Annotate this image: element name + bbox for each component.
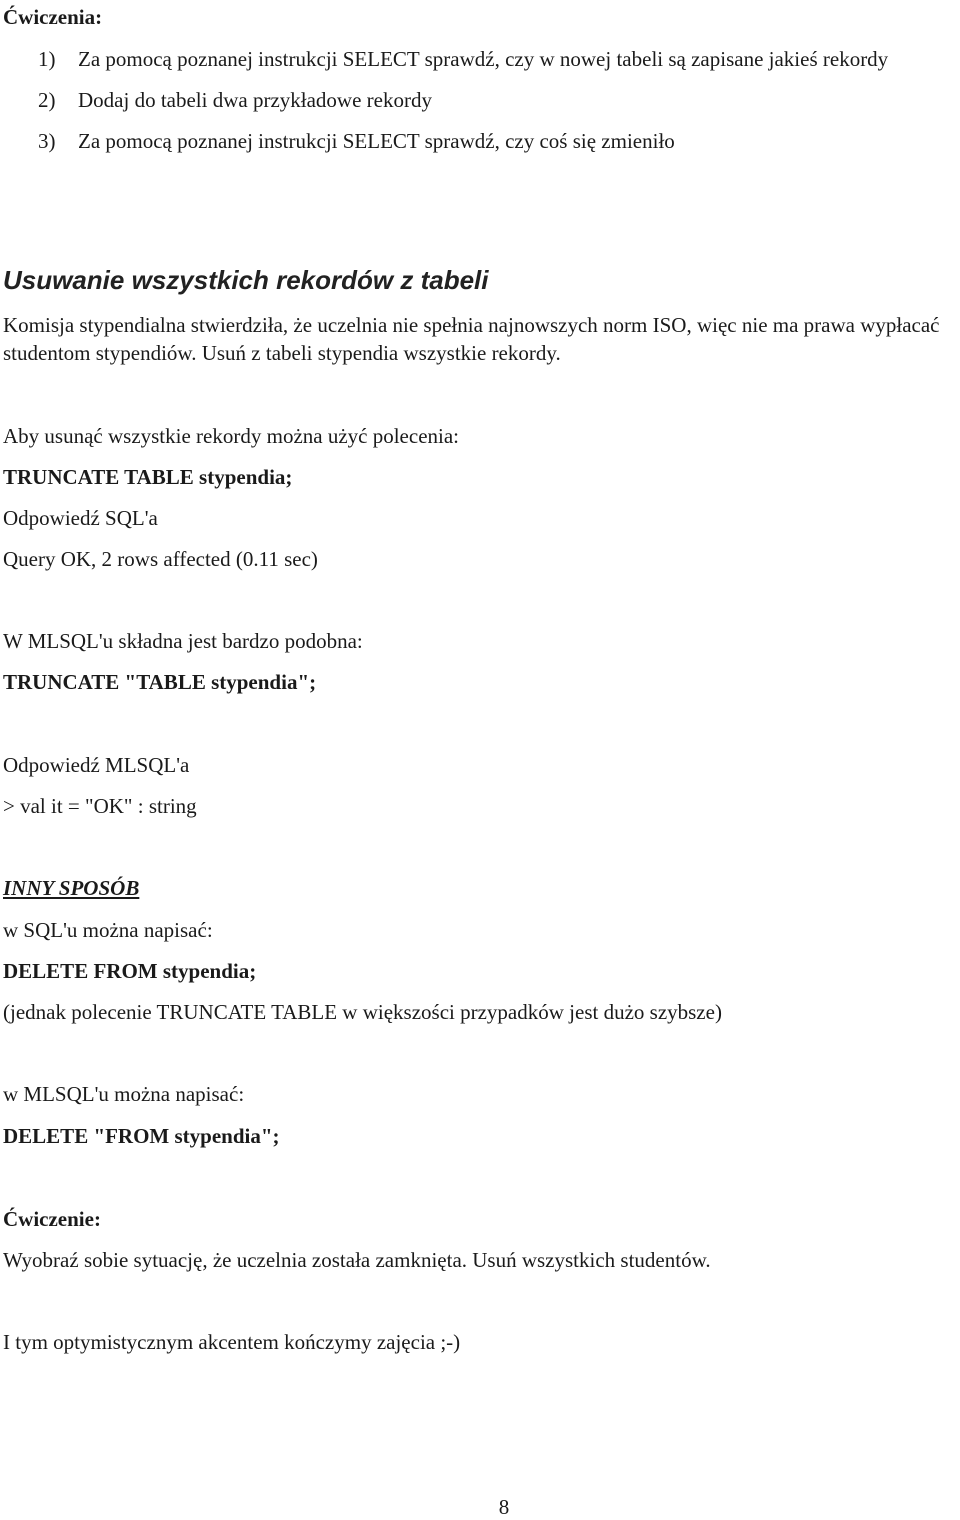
list-item-number: 3)	[38, 129, 56, 153]
mlsql-response-label: Odpowiedź MLSQL'a	[3, 753, 190, 777]
list-item-text: Dodaj do tabeli dwa przykładowe rekordy	[78, 88, 432, 112]
truncate-mlsql-command: TRUNCATE "TABLE stypendia";	[3, 670, 317, 694]
list-item	[38, 44, 958, 74]
truncate-intro: Aby usunąć wszystkie rekordy można użyć polecenia:	[3, 424, 460, 448]
list-item-text: Za pomocą poznanej instrukcji SELECT sprawdź, czy coś się zmieniło	[78, 129, 675, 153]
list-item	[38, 126, 958, 156]
sql-response: Query OK, 2 rows affected (0.11 sec)	[3, 547, 318, 571]
list-item	[38, 85, 958, 115]
delete-mlsql-command: DELETE "FROM stypendia";	[3, 1124, 280, 1148]
exercise-list	[38, 44, 958, 167]
sql-can-write: w SQL'u można napisać:	[3, 918, 213, 942]
truncate-note: (jednak polecenie TRUNCATE TABLE w większości przypadków jest dużo szybsze)	[3, 1000, 722, 1024]
list-item-text: Za pomocą poznanej instrukcji SELECT sprawdź, czy w nowej tabeli są zapisane jakieś rekordy	[78, 47, 889, 71]
list-item-number: 2)	[38, 88, 56, 112]
section-title: Usuwanie wszystkich rekordów z tabeli	[3, 265, 489, 295]
other-way-heading: INNY SPOSÓB	[3, 876, 140, 900]
sql-response-label: Odpowiedź SQL'a	[3, 506, 158, 530]
list-item-number: 1)	[38, 47, 56, 71]
mlsql-syntax-intro: W MLSQL'u składna jest bardzo podobna:	[3, 629, 363, 653]
intro-paragraph: Komisja stypendialna stwierdziła, że uczelnia nie spełnia najnowszych norm ISO, więc nie ma prawa wypłacać studentom stypendiów. Usuń z tabeli stypendia wszystkie rekordy.	[3, 313, 940, 365]
closing-text: I tym optymistycznym akcentem kończymy zajęcia ;-)	[3, 1330, 461, 1354]
exercise-text: Wyobraź sobie sytuację, że uczelnia została zamknięta. Usuń wszystkich studentów.	[3, 1248, 711, 1272]
exercises-heading: Ćwiczenia:	[3, 5, 103, 29]
delete-sql-command: DELETE FROM stypendia;	[3, 959, 257, 983]
exercise-heading: Ćwiczenie:	[3, 1207, 101, 1231]
page-number: 8	[498, 1495, 510, 1519]
truncate-sql-command: TRUNCATE TABLE stypendia;	[3, 465, 293, 489]
mlsql-response: > val it = "OK" : string	[3, 794, 197, 818]
mlsql-can-write: w MLSQL'u można napisać:	[3, 1082, 245, 1106]
